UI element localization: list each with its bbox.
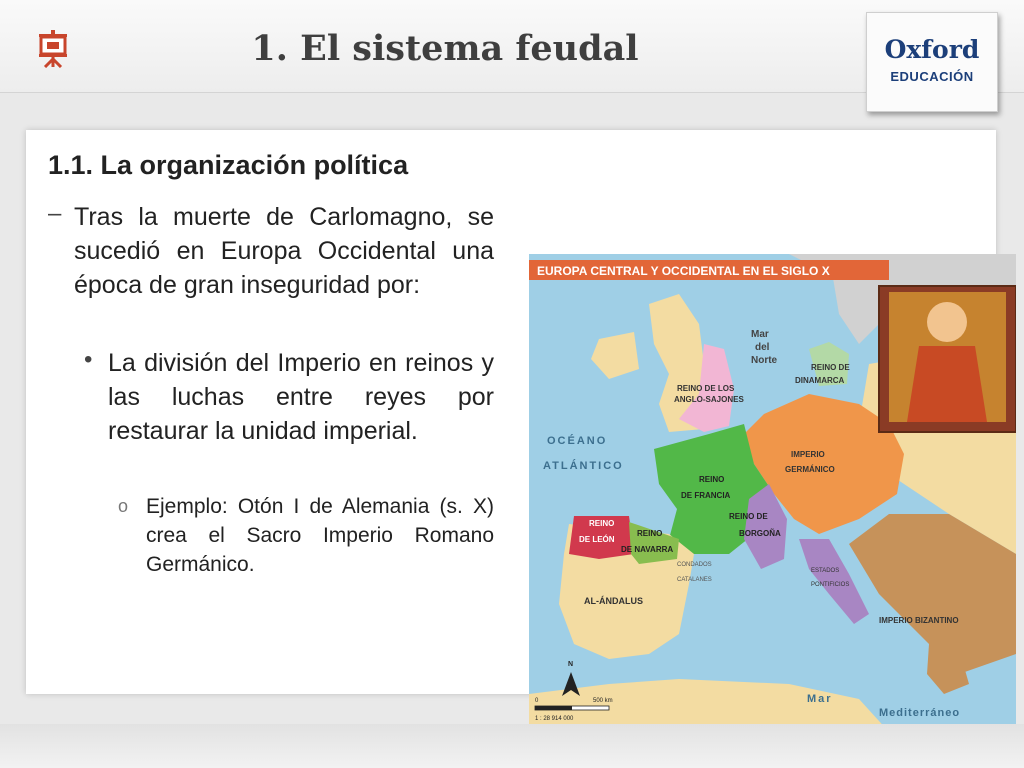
label-bizantino: IMPERIO BIZANTINO — [879, 616, 959, 625]
label-estados-1: ESTADOS — [811, 568, 840, 574]
circle-marker: o — [118, 496, 129, 516]
label-dinamarca-1: REINO DE — [811, 363, 850, 372]
label-mar-med-2: Mediterráneo — [879, 707, 961, 719]
paragraph-intro: Tras la muerte de Carlomagno, se sucedió en Europa Occidental una época de gran inseguridad por: — [74, 203, 494, 299]
oxford-logo — [866, 12, 998, 112]
label-anglo-1: REINO DE LOS — [677, 384, 735, 393]
scale-km: 500 km — [593, 698, 613, 704]
label-mar-med-1: Mar — [807, 693, 833, 705]
label-mar-norte-1: Mar — [751, 329, 769, 340]
label-leon-1: REINO — [589, 519, 615, 528]
sub-bullet-item: Ejemplo: Otón I de Alemania (s. X) crea el Sacro Imperio Romano Germánico. — [146, 495, 494, 576]
footer-bar — [0, 724, 1024, 768]
map-title: EUROPA CENTRAL Y OCCIDENTAL EN EL SIGLO X — [537, 264, 830, 278]
label-condados-2: CATALANES — [677, 577, 712, 583]
bullet-item: La división del Imperio en reinos y las luchas entre reyes por restaurar la unidad imperial. — [108, 349, 494, 445]
north-label: N — [568, 661, 574, 668]
bullet-marker: • — [84, 346, 93, 373]
label-mar-norte-2: del — [755, 342, 770, 353]
label-borgona-2: BORGOÑA — [739, 529, 781, 538]
brand-sub: EDUCACIÓN — [890, 69, 974, 84]
label-francia-2: DE FRANCIA — [681, 491, 731, 500]
label-francia-1: REINO — [699, 475, 725, 484]
label-dinamarca-2: DINAMARCA — [795, 376, 845, 385]
label-anglo-2: ANGLO-SAJONES — [674, 395, 744, 404]
europe-map — [529, 254, 1016, 732]
label-germanico-1: IMPERIO — [791, 450, 825, 459]
label-mar-norte-3: Norte — [751, 355, 778, 366]
scale-ratio: 1 : 28 914 000 — [535, 716, 574, 722]
dash-marker: – — [48, 200, 62, 227]
brand-name: Oxford — [884, 35, 980, 64]
label-navarra-2: DE NAVARRA — [621, 545, 674, 554]
label-condados-1: CONDADOS — [677, 562, 712, 568]
label-borgona-1: REINO DE — [729, 512, 768, 521]
scale-zero: 0 — [535, 698, 539, 704]
label-oceano-1: OCÉANO — [547, 435, 608, 447]
section-title: 1.1. La organización política — [48, 150, 409, 180]
label-oceano-2: ATLÁNTICO — [543, 460, 624, 472]
label-leon-2: DE LEÓN — [579, 535, 615, 544]
slide-title: 1. El sistema feudal — [251, 28, 639, 69]
label-germanico-2: GERMÁNICO — [785, 465, 835, 474]
label-al-andalus: AL-ÁNDALUS — [584, 596, 643, 606]
label-estados-2: PONTIFICIOS — [811, 582, 850, 588]
label-navarra-1: REINO — [637, 529, 663, 538]
